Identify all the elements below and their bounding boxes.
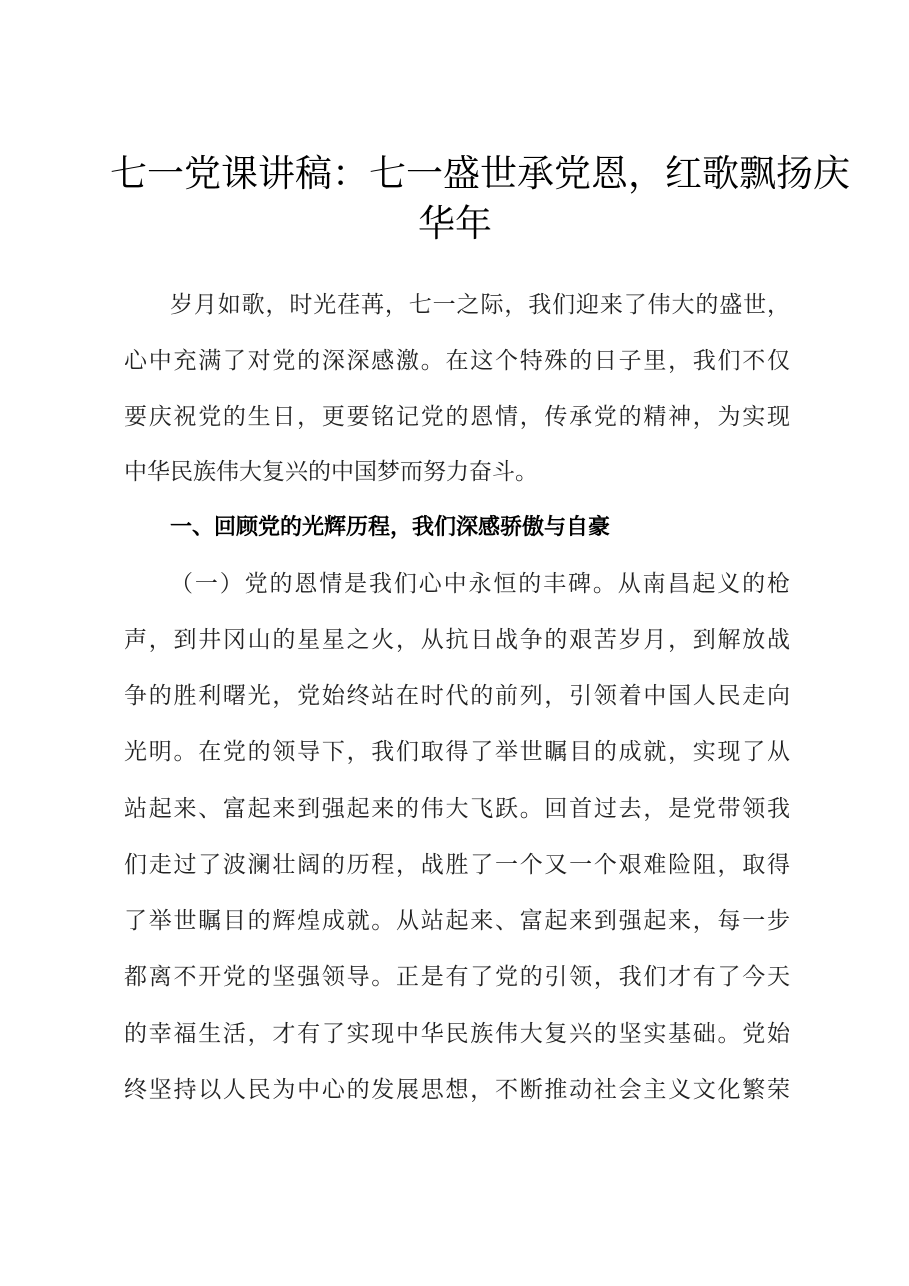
section-paragraph-line: 们走过了波澜壮阔的历程，战胜了一个又一个艰难险阻，取得 xyxy=(124,852,790,878)
intro-paragraph-line: 岁月如歌，时光荏苒，七一之际，我们迎来了伟大的盛世， xyxy=(170,292,790,318)
section-paragraph-line: 的幸福生活，才有了实现中华民族伟大复兴的坚实基础。党始 xyxy=(124,1021,790,1047)
section-paragraph-line: 都离不开党的坚强领导。正是有了党的引领，我们才有了今天 xyxy=(124,964,790,990)
intro-paragraph-line: 要庆祝党的生日，更要铭记党的恩情，传承党的精神，为实现 xyxy=(124,404,790,430)
document-title-line-2: 华年 xyxy=(418,202,492,245)
intro-paragraph-line: 中华民族伟大复兴的中国梦而努力奋斗。 xyxy=(124,459,538,485)
section-paragraph-line: （一）党的恩情是我们心中永恒的丰碑。从南昌起义的枪 xyxy=(170,571,790,597)
section-paragraph-line: 站起来、富起来到强起来的伟大飞跃。回首过去，是党带领我 xyxy=(124,796,790,822)
document-title-line-1: 七一党课讲稿：七一盛世承党恩，红歌飘扬庆 xyxy=(110,152,850,195)
section-paragraph-line: 争的胜利曙光，党始终站在时代的前列，引领着中国人民走向 xyxy=(124,683,790,709)
section-paragraph-line: 光明。在党的领导下，我们取得了举世瞩目的成就，实现了从 xyxy=(124,739,790,765)
intro-paragraph-line: 心中充满了对党的深深感激。在这个特殊的日子里，我们不仅 xyxy=(124,348,790,374)
section-paragraph-line: 声，到井冈山的星星之火，从抗日战争的艰苦岁月，到解放战 xyxy=(124,627,790,653)
section-paragraph-line: 终坚持以人民为中心的发展思想，不断推动社会主义文化繁荣 xyxy=(124,1077,790,1103)
section-heading: 一、回顾党的光辉历程，我们深感骄傲与自豪 xyxy=(170,515,611,540)
section-paragraph-line: 了举世瞩目的辉煌成就。从站起来、富起来到强起来，每一步 xyxy=(124,908,790,934)
